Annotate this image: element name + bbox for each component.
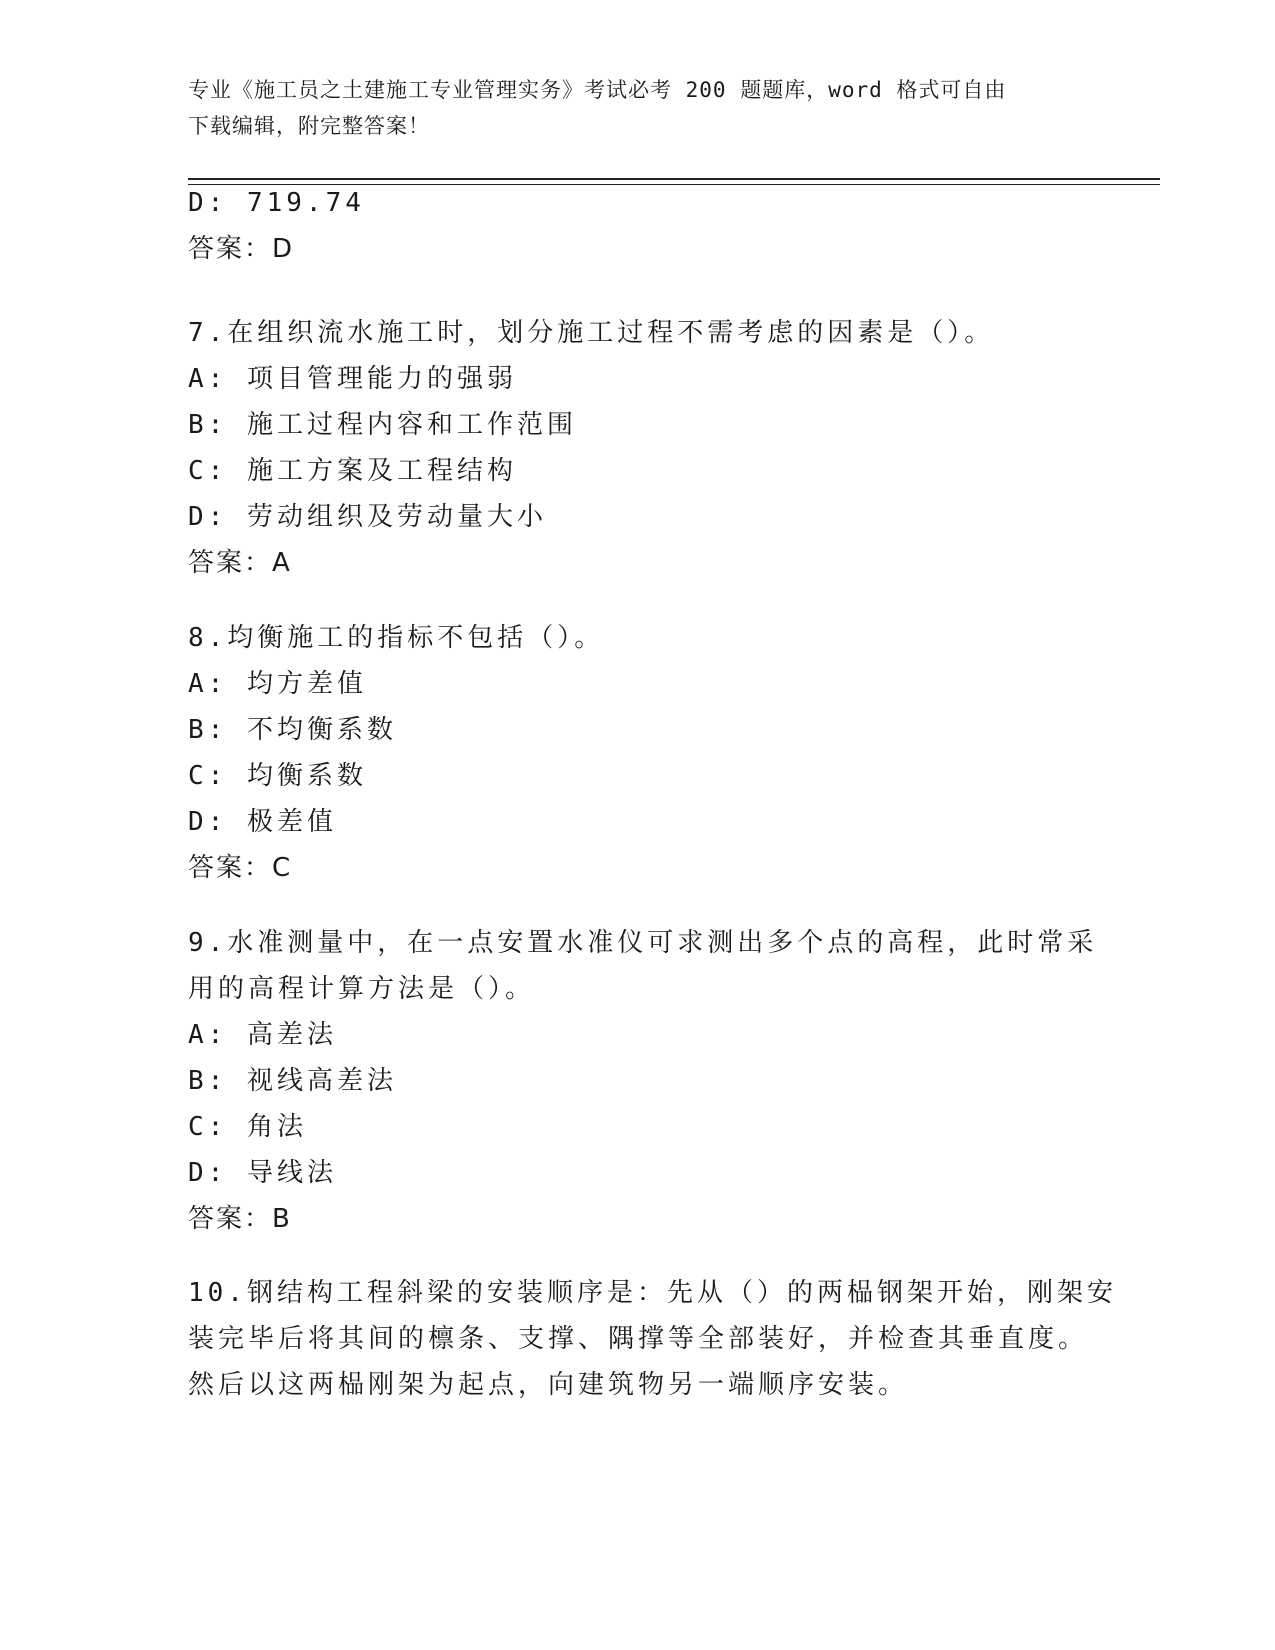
question-8 — [188, 615, 1088, 891]
question-7 — [188, 310, 1088, 586]
answer-value: B — [272, 1204, 290, 1234]
question-stem-line-2: 用的高程计算方法是（）。 — [188, 974, 536, 1004]
option-a: A: 均方差值 — [188, 669, 367, 699]
answer-line — [188, 226, 1088, 272]
question-10 — [188, 1270, 1117, 1408]
question-stem: 7.在组织流水施工时，划分施工过程不需考虑的因素是（）。 — [188, 318, 995, 348]
option-c: C: 施工方案及工程结构 — [188, 456, 517, 486]
question-stem-line-3: 然后以这两榀刚架为起点，向建筑物另一端顺序安装。 — [188, 1370, 909, 1400]
option-a: A: 高差法 — [188, 1020, 337, 1050]
answer-line — [188, 1196, 1088, 1242]
option-d: D: 劳动组织及劳动量大小 — [188, 502, 547, 532]
option-b: B: 不均衡系数 — [188, 715, 397, 745]
question-stem-line-1: 9.水准测量中，在一点安置水准仪可求测出多个点的高程，此时常采 — [188, 928, 1098, 958]
previous-question-tail — [188, 180, 1088, 272]
answer-label: 答案： — [188, 1204, 273, 1234]
option-d: D: 极差值 — [188, 807, 337, 837]
header-line-1: 专业《施工员之土建施工专业管理实务》考试必考 200 题题库，word 格式可自由 — [188, 78, 1007, 102]
option-c: C: 均衡系数 — [188, 761, 367, 791]
answer-value: D — [272, 234, 293, 264]
answer-line — [188, 845, 1088, 891]
option-d: D: 导线法 — [188, 1158, 337, 1188]
question-9 — [188, 920, 1098, 1242]
answer-line — [188, 540, 1088, 586]
question-stem-line-1: 10.钢结构工程斜梁的安装顺序是：先从（）的两榀钢架开始，刚架安 — [188, 1278, 1117, 1308]
answer-label: 答案： — [188, 548, 273, 578]
answer-value: C — [272, 853, 291, 883]
document-header — [188, 72, 1068, 144]
answer-label: 答案： — [188, 234, 273, 264]
question-stem: 8.均衡施工的指标不包括（）。 — [188, 623, 605, 653]
answer-value: A — [272, 548, 290, 578]
header-line-2: 下载编辑，附完整答案！ — [188, 114, 430, 138]
option-c: C: 角法 — [188, 1112, 307, 1142]
option-a: A: 项目管理能力的强弱 — [188, 364, 517, 394]
answer-label: 答案： — [188, 853, 273, 883]
option-d: D: 719.74 — [188, 188, 365, 218]
option-b: B: 施工过程内容和工作范围 — [188, 410, 577, 440]
question-stem-line-2: 装完毕后将其间的檩条、支撑、隅撑等全部装好，并检查其垂直度。 — [188, 1324, 1089, 1354]
option-b: B: 视线高差法 — [188, 1066, 397, 1096]
